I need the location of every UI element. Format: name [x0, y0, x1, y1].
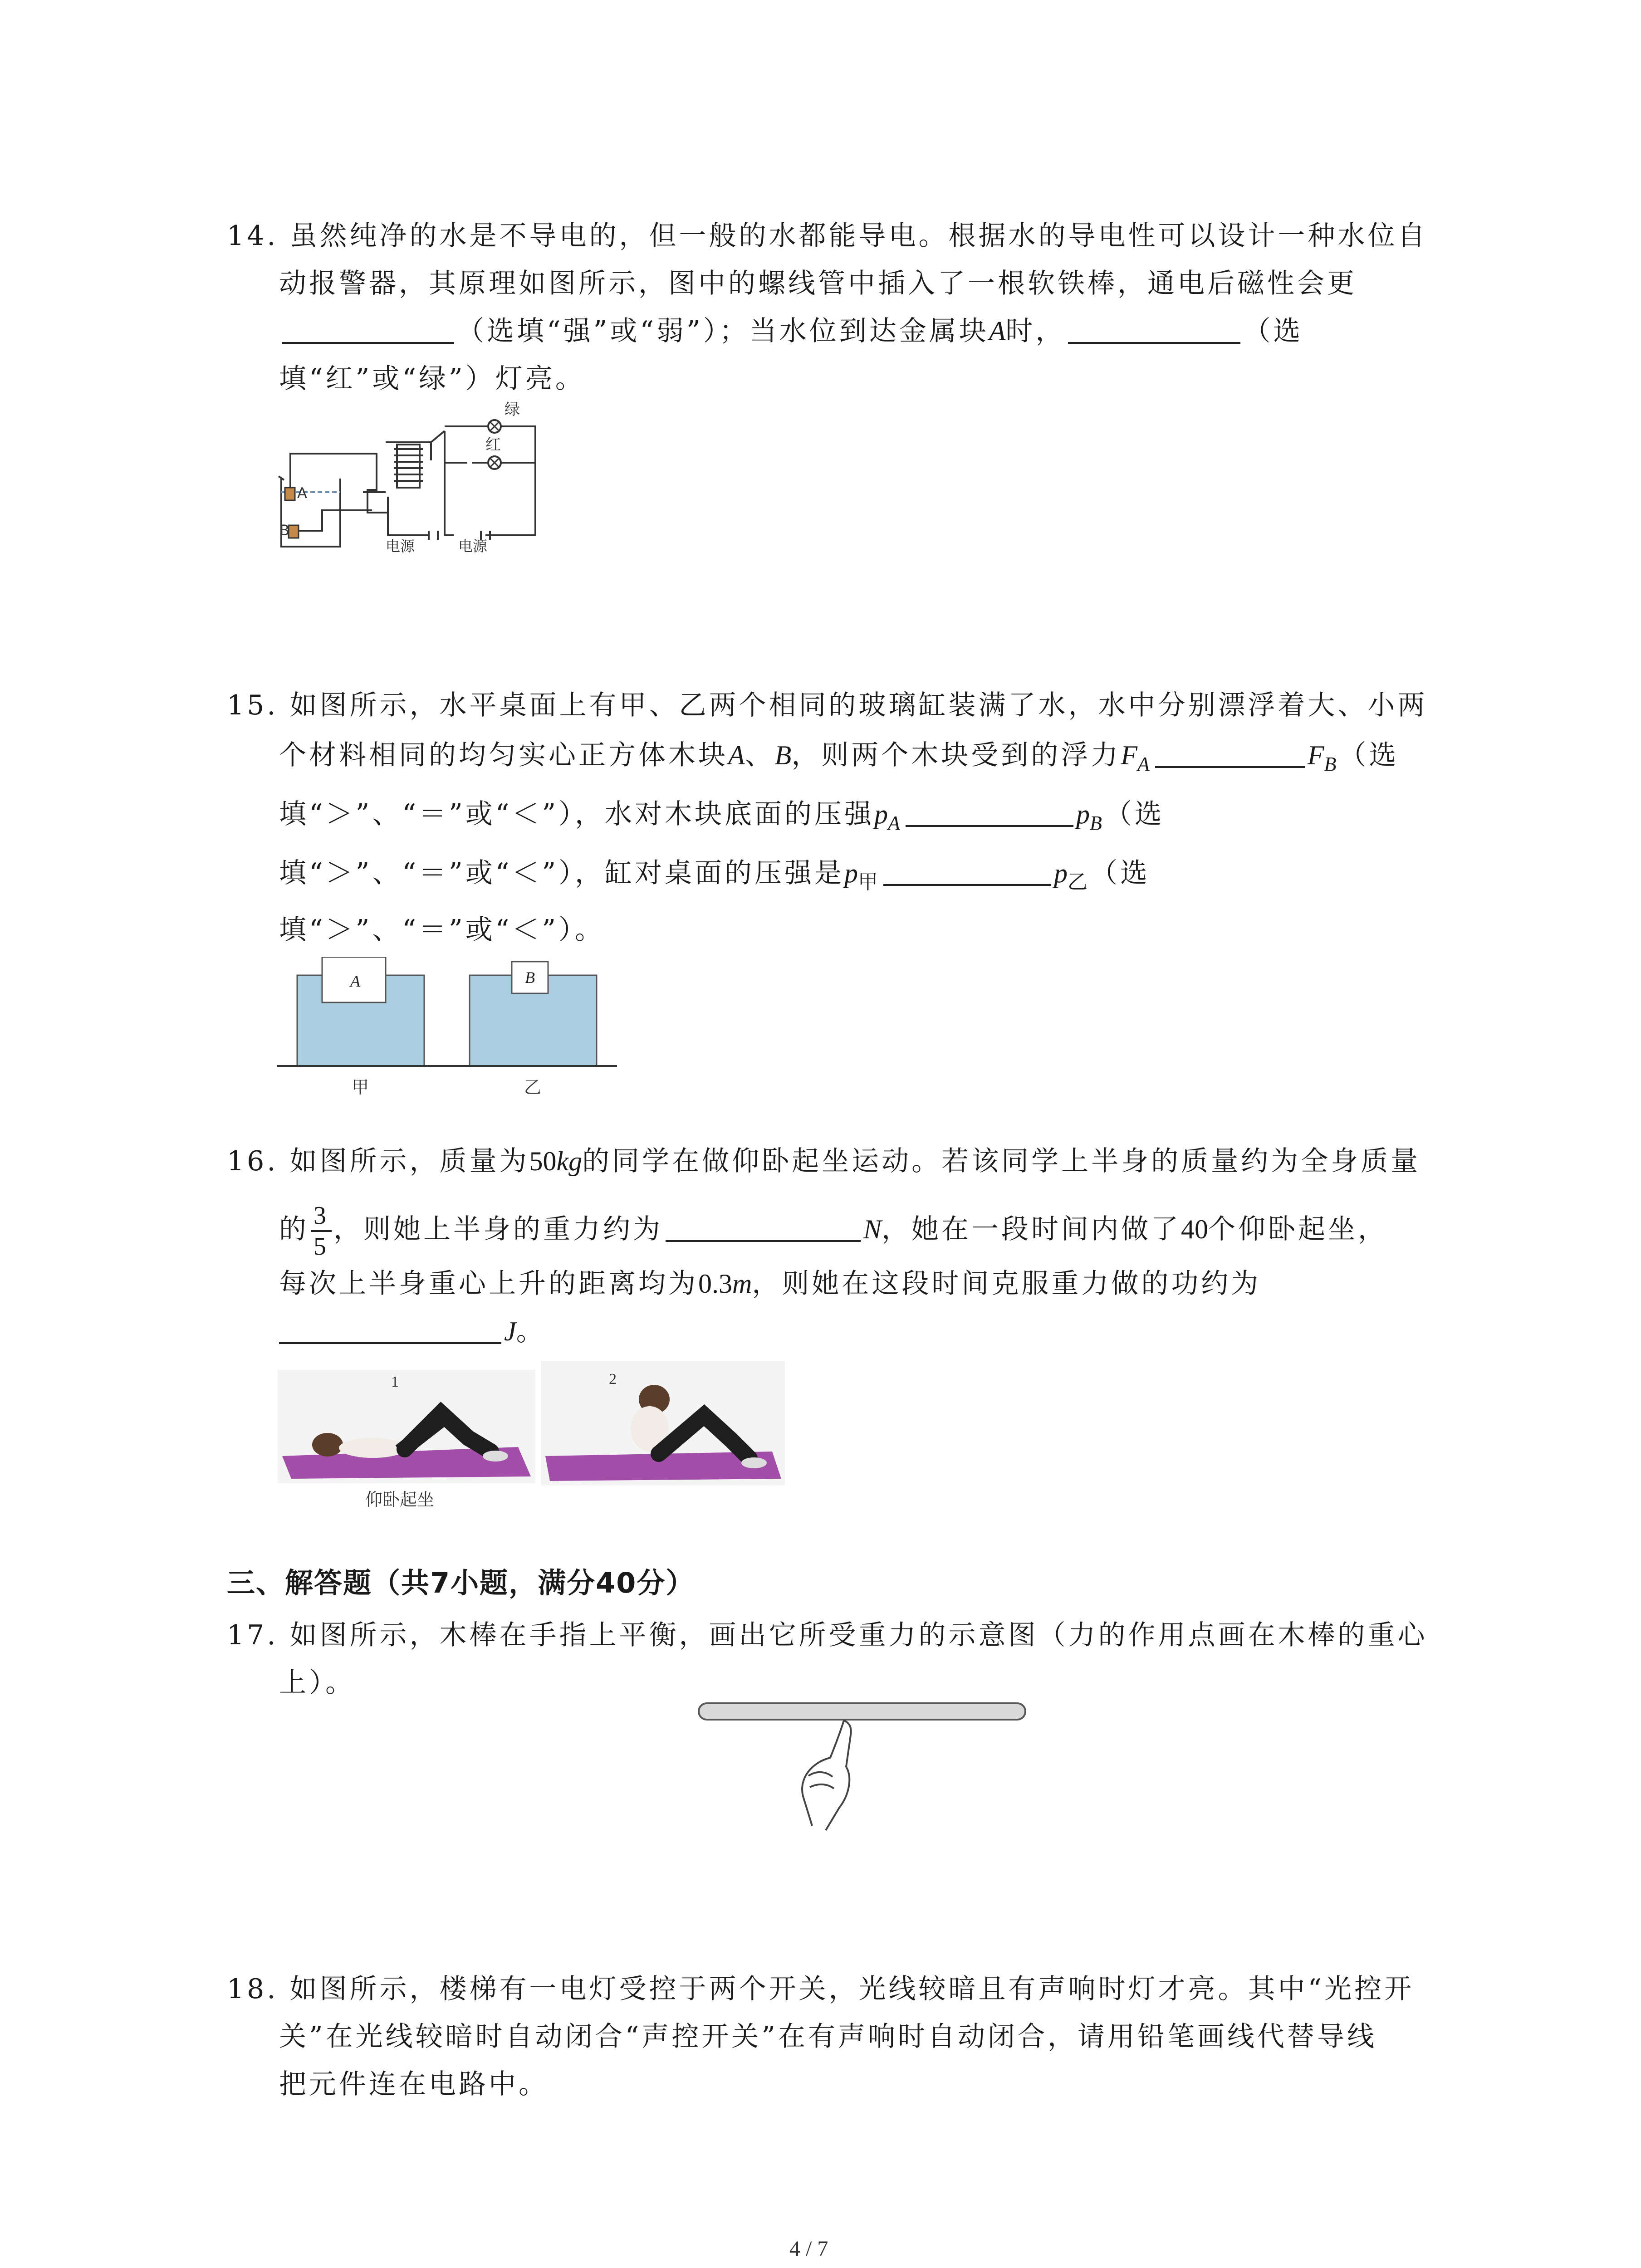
- q18-line-1: 18. 如图所示，楼梯有一电灯受控于两个开关，光线较暗且有声响时灯才亮。其中“光控开: [227, 1973, 1415, 2005]
- q16-line-2: 的 $\frac{3}{5}$ ，则她上半身的重力约为 N，她在一段时间内做了40个仰卧起坐，: [279, 1202, 1388, 1261]
- q16-blank-2[interactable]: [279, 1315, 501, 1344]
- situp-caption: 仰卧起坐: [365, 1490, 435, 1510]
- q15-line-4: 填“＞”、“＝”或“＜”），缸对桌面的压强是$p_甲$ $p_乙$（选: [279, 857, 1151, 894]
- q15-line-5: 填“＞”、“＝”或“＜”）。: [279, 914, 605, 946]
- q15-line-2: 个材料相同的均匀实心正方体木块A、B，则两个木块受到的浮力$F_A$ $F_B$（选: [279, 739, 1399, 775]
- page-number: 4 / 7: [789, 2237, 828, 2261]
- label-power-2: 电源: [458, 538, 488, 553]
- label-green: 绿: [505, 401, 520, 419]
- label-b: B: [279, 522, 289, 539]
- q17-line-2: 上）。: [279, 1667, 355, 1699]
- label-red: 红: [485, 436, 501, 454]
- q14-line-2: 动报警器，其原理如图所示，图中的螺线管中插入了一根软铁棒，通电后磁性会更: [279, 268, 1357, 299]
- q17-line-1: 17. 如图所示，木棒在手指上平衡，画出它所受重力的示意图（力的作用点画在木棒的重心: [227, 1619, 1428, 1651]
- q18-line-2: 关”在光线较暗时自动闭合“声控开关”在有声响时自动闭合，请用铅笔画线代替导线: [279, 2021, 1377, 2053]
- situp-photo-1: [278, 1370, 535, 1483]
- metal-block-a: [285, 488, 295, 500]
- q16-line-1: 16. 如图所示，质量为50kg的同学在做仰卧起坐运动。若该同学上半身的质量约为全身质量: [227, 1145, 1421, 1177]
- q15-tanks-figure: [277, 957, 622, 1102]
- fraction-3-5: $\frac{3}{5}$: [311, 1201, 332, 1261]
- q14-blank-2[interactable]: [1068, 315, 1240, 344]
- label-a: A: [297, 484, 307, 502]
- metal-block-b: [289, 525, 299, 538]
- q14-circuit-figure: [272, 399, 554, 553]
- wooden-stick: [699, 1703, 1025, 1720]
- label-jia: 甲: [352, 1077, 369, 1097]
- label-power-1: 电源: [386, 538, 415, 553]
- q15-blank-2[interactable]: [906, 798, 1073, 827]
- photo-2-number: 2: [609, 1371, 617, 1388]
- q15-line-1: 15. 如图所示，水平桌面上有甲、乙两个相同的玻璃缸装满了水，水中分别漂浮着大、小两: [227, 689, 1428, 721]
- q16-blank-1[interactable]: [666, 1213, 861, 1242]
- photo-1-number: 1: [391, 1374, 399, 1390]
- q18-line-3: 把元件连在电路中。: [279, 2068, 549, 2100]
- block-b-label: B: [525, 968, 535, 987]
- q14-line-4: 填“红”或“绿”）灯亮。: [279, 363, 585, 395]
- q14-blank-1[interactable]: [282, 315, 454, 344]
- label-yi: 乙: [524, 1077, 542, 1097]
- q14-line-1: 14. 虽然纯净的水是不导电的，但一般的水都能导电。根据水的导电性可以设计一种水位自: [227, 220, 1428, 252]
- hand-icon: [802, 1721, 851, 1830]
- q16-line-3: 每次上半身重心上升的距离均为0.3m，则她在这段时间克服重力做的功约为: [279, 1268, 1261, 1300]
- block-a-label: A: [350, 972, 360, 990]
- q15-blank-3[interactable]: [883, 857, 1051, 886]
- situp-photo-2: [541, 1361, 785, 1486]
- q17-stick-figure: [690, 1699, 1034, 1835]
- q16-line-4: J。: [279, 1309, 546, 1354]
- q14-line-3: （选填“强”或“弱”）；当水位到达金属块A时， （选: [279, 308, 1303, 354]
- q15-blank-1[interactable]: [1155, 739, 1305, 768]
- q15-line-3: 填“＞”、“＝”或“＜”），水对木块底面的压强$p_A$ $p_B$（选: [279, 798, 1165, 834]
- section-3-heading: 三、解答题（共7小题，满分40分）: [227, 1566, 695, 1599]
